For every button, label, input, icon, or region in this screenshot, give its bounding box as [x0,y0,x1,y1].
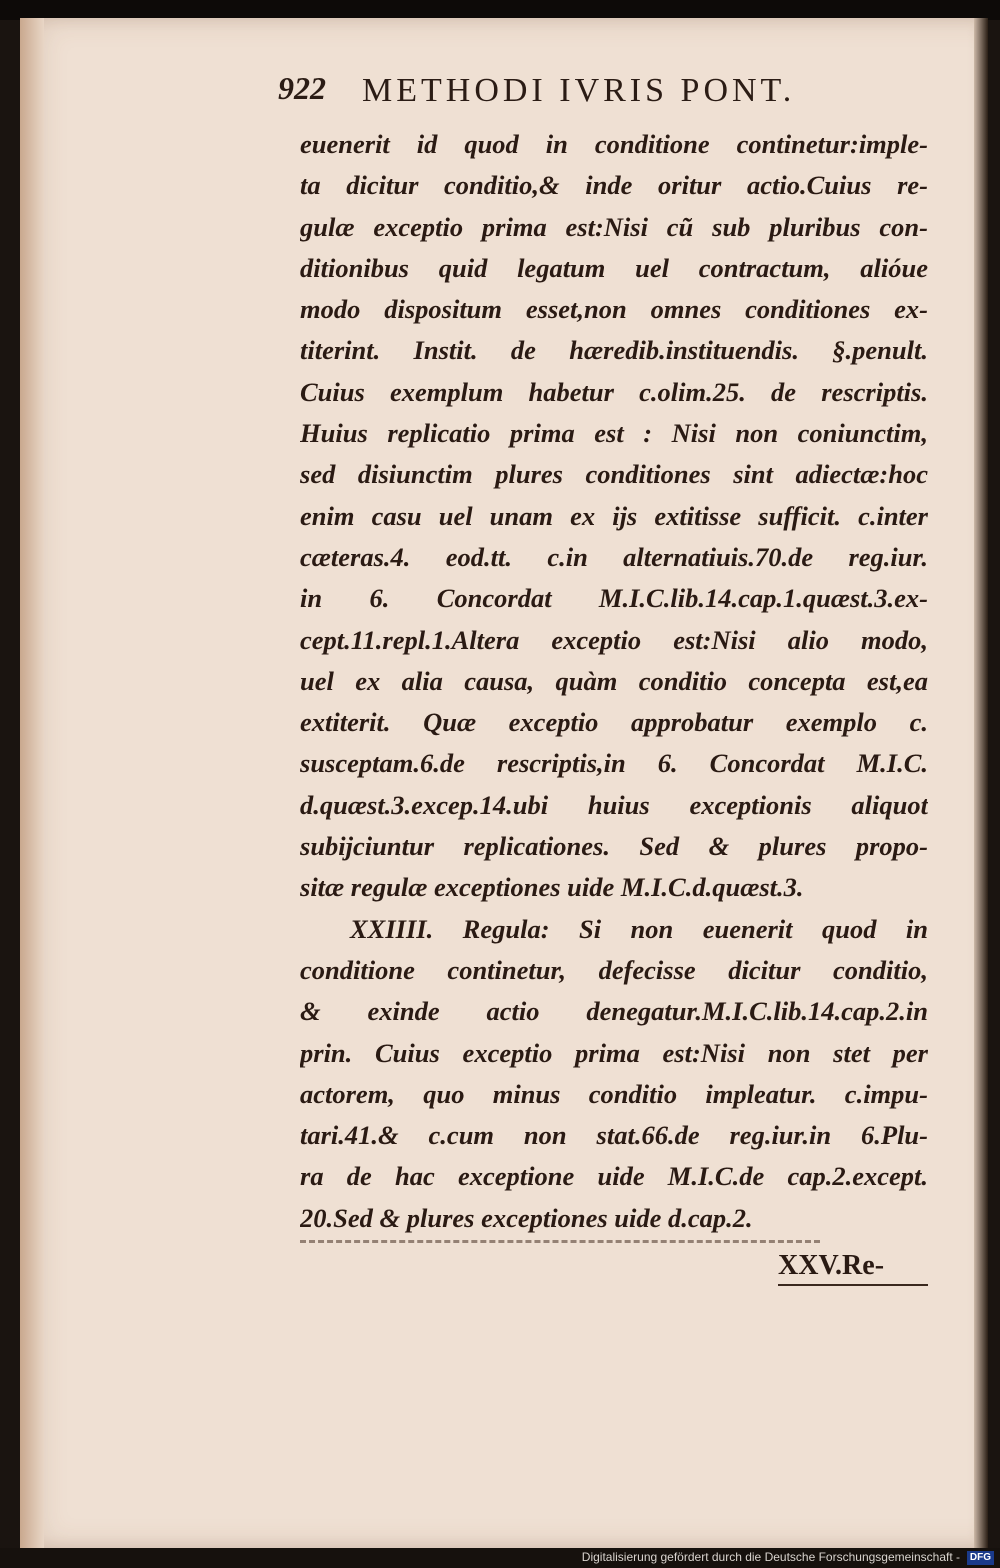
text-line: gulæ exceptio prima est:Nisi cũ sub pluribus con- [300,211,928,242]
text-line: actorem, quo minus conditio impleatur. c.impu- [300,1078,928,1109]
text-line: ta dicitur conditio,& inde oritur actio.Cuius re- [300,170,928,201]
text-line: enim casu uel unam ex ijs extitisse sufficit. c.inter [300,500,928,531]
text-line: Huius replicatio prima est : Nisi non coniunctim, [300,418,928,449]
text-line: subijciuntur replicationes. Sed & plures propo- [300,831,928,862]
text-line: sed disiunctim plures conditiones sint adiectæ:hoc [300,459,928,490]
running-title: METHODI IVRIS PONT. [362,72,796,109]
text-line: & exinde actio denegatur.M.I.C.lib.14.cap.2.in [300,996,928,1027]
text-line: prin. Cuius exceptio prima est:Nisi non stet per [300,1037,928,1068]
text-line: euenerit id quod in conditione continetur:imple- [300,129,928,159]
text-line: Cuius exemplum habetur c.olim.25. de rescriptis. [300,376,928,407]
text-line: d.quæst.3.excep.14.ubi huius exceptionis aliquot [300,789,928,820]
text-line: titerint. Instit. de hæredib.instituendis. §.penult. [300,335,928,366]
page-edge-shadow [974,18,988,1548]
text-line: 20.Sed & plures exceptiones uide d.cap.2. [300,1202,753,1233]
digitization-credit: Digitalisierung gefördert durch die Deutsche Forschungsgemeinschaft - [581,1550,960,1564]
body-text [300,124,928,1239]
text-line: cæteras.4. eod.tt. c.in alternatiuis.70.de reg.iur. [300,541,928,572]
text-line: in 6. Concordat M.I.C.lib.14.cap.1.quæst.3.ex- [300,583,928,614]
text-line: uel ex alia causa, quàm conditio concepta est,ea [300,665,928,696]
page-gutter-shadow [20,18,44,1548]
text-line: conditione continetur, defecisse dicitur conditio, [300,954,928,985]
page-header [278,62,918,118]
text-line: extiterit. Quæ exceptio approbatur exemplo c. [300,707,928,738]
text-line: susceptam.6.de rescriptis,in 6. Concordat M.I.C. [300,748,928,779]
catchword-underline [778,1284,928,1286]
ink-bleed-rule [300,1240,820,1246]
text-line: tari.41.& c.cum non stat.66.de reg.iur.in 6.Plu- [300,1120,928,1151]
page-number: 922 [278,70,326,106]
text-line: modo dispositum esset,non omnes conditiones ex- [300,294,928,325]
dfg-logo: DFG [967,1551,994,1565]
scan-top-strip [0,0,1000,20]
text-line: cept.11.repl.1.Altera exceptio est:Nisi alio modo, [300,624,928,655]
catchword: XXV.Re- [778,1250,885,1281]
rule-heading-line: XXIIII. Regula: Si non euenerit quod in [350,913,928,944]
text-line: sitæ regulæ exceptiones uide M.I.C.d.quæst.3. [300,872,804,903]
text-line: ra de hac exceptione uide M.I.C.de cap.2.except. [300,1161,928,1192]
text-line: ditionibus quid legatum uel contractum, alióue [300,252,928,283]
